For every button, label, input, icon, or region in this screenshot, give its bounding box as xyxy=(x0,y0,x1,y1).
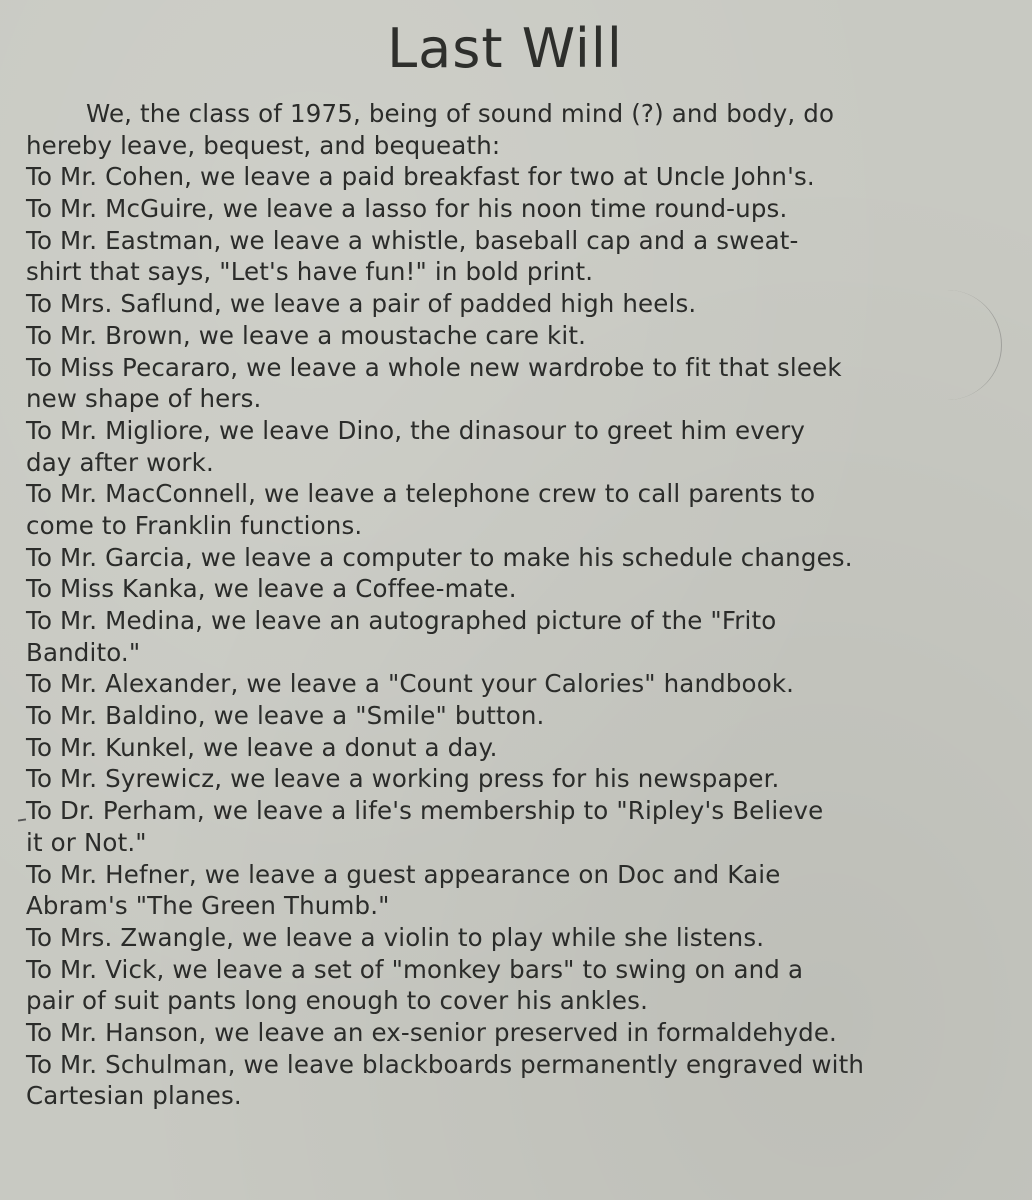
will-line: Abram's "The Green Thumb." xyxy=(26,891,390,921)
will-line: To Mr. McGuire, we leave a lasso for his noon time round-ups. xyxy=(26,194,788,224)
will-line: To Mr. Vick, we leave a set of "monkey bars" to swing on and a xyxy=(26,954,804,984)
will-line: We, the class of 1975, being of sound mind (?) and body, do xyxy=(86,99,835,128)
will-line: To Mrs. Zwangle, we leave a violin to play while she listens. xyxy=(26,922,765,952)
will-line: To Mr. Schulman, we leave blackboards permanently engraved with xyxy=(26,1049,865,1079)
page-title: Last Will xyxy=(387,17,623,80)
will-line: day after work. xyxy=(26,447,214,477)
stray-mark xyxy=(18,818,26,821)
will-line: To Mr. Migliore, we leave Dino, the dinasour to greet him every xyxy=(26,415,806,445)
will-line: To Mr. Medina, we leave an autographed picture of the "Frito xyxy=(26,606,777,635)
will-line: To Mr. Hefner, we leave a guest appearance on Doc and Kaie xyxy=(26,859,781,889)
will-line: Cartesian planes. xyxy=(26,1081,242,1111)
will-line: To Mr. Alexander, we leave a "Count your Calories" handbook. xyxy=(26,669,795,699)
will-line: To Mr. MacConnell, we leave a telephone crew to call parents to xyxy=(26,479,816,509)
will-line: Bandito." xyxy=(26,637,141,667)
will-line: To Mr. Baldino, we leave a "Smile" button. xyxy=(26,701,545,731)
will-line: To Miss Kanka, we leave a Coffee-mate. xyxy=(26,574,517,604)
will-text xyxy=(26,98,986,1112)
paper-scuff xyxy=(941,290,1002,400)
will-line: To Mr. Syrewicz, we leave a working press for his newspaper. xyxy=(26,764,780,794)
will-line: To Mr. Kunkel, we leave a donut a day. xyxy=(26,732,498,762)
will-line: To Mr. Brown, we leave a moustache care kit. xyxy=(26,320,587,350)
will-line: To Mr. Eastman, we leave a whistle, baseball cap and a sweat- xyxy=(26,225,799,255)
will-line: pair of suit pants long enough to cover his ankles. xyxy=(26,986,649,1016)
will-line: To Miss Pecararo, we leave a whole new wardrobe to fit that sleek xyxy=(26,352,842,382)
will-line: To Mr. Cohen, we leave a paid breakfast for two at Uncle John's. xyxy=(26,162,815,192)
will-line: hereby leave, bequest, and bequeath: xyxy=(26,130,501,160)
will-line: To Dr. Perham, we leave a life's membership to "Ripley's Believe xyxy=(26,796,824,826)
will-line: To Mr. Hanson, we leave an ex-senior preserved in formaldehyde. xyxy=(26,1017,837,1047)
will-line: To Mr. Garcia, we leave a computer to make his schedule changes. xyxy=(26,542,853,572)
will-line: To Mrs. Saflund, we leave a pair of padded high heels. xyxy=(26,289,697,319)
will-line: shirt that says, "Let's have fun!" in bold print. xyxy=(26,257,594,287)
will-line: it or Not." xyxy=(26,827,147,857)
will-line: new shape of hers. xyxy=(26,384,262,414)
will-line: come to Franklin functions. xyxy=(26,510,363,540)
